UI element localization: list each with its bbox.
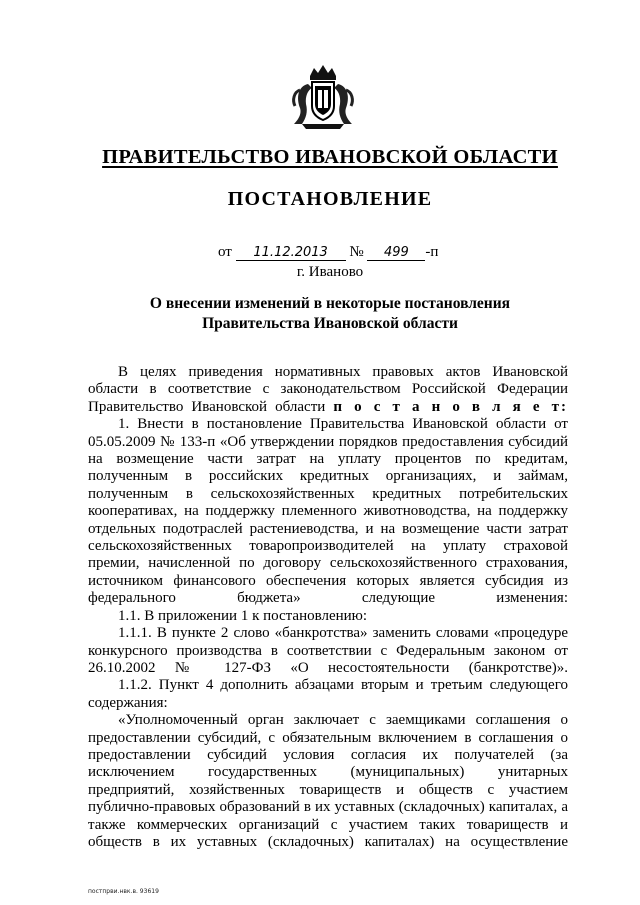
date-number-line: [218, 244, 438, 261]
date-prefix: от: [218, 244, 232, 260]
paragraph-1: 1. Внести в постановление Правительства Ивановской области от 05.05.2009 № 133-п «Об утверждении порядков предоставления субсидий на возмещение части затрат на уплату процентов по кредитам, полученным в российских кредитных организациях, и займам, полученным в сельскохозяйственных кредитных потребительских кооперативах, на поддержку племенного животноводства, на поддержку отдельных подотраслей растениеводства, и на возмещение части затрат сельскохозяйственных товаропроизводителей на уплату страховой премии, начисленной по договору сельскохозяйственного страхования, источником финансового обеспечения которых является субсидия из федерального бюджета» следующие изменения:: [88, 416, 568, 607]
paragraph-1-1-1: 1.1.1. В пункте 2 слово «банкротства» заменить словами «процедуре конкурсного производства в соответствии с Федеральным законом от 26.10.2002 № 127-ФЗ «О несостоятельности (банкротстве)».: [88, 625, 568, 676]
number-suffix: -п: [425, 244, 439, 260]
coat-of-arms-icon: [288, 62, 358, 132]
handwritten-date: 11.12.2013: [236, 245, 346, 261]
city: г. Иваново: [296, 264, 364, 280]
number-prefix: №: [349, 244, 364, 260]
quote-paragraph: «Уполномоченный орган заключает с заемщиками соглашения о предоставлении субсидий, с обязательным включением в соглашения о предоставлении субсидий условия согласия их получателей (за исключением государственных (муниципальных) унитарных предприятий, хозяйственных товариществ и обществ с участием публично-правовых образований в их уставных (складочных) капиталах, а также коммерческих организаций с участием таких товариществ и обществ в их уставных (складочных) капиталах) на осуществление: [88, 712, 568, 850]
footer-code: постпрви.нвк.в. 93619: [88, 888, 159, 895]
paragraph-1-1: 1.1. В приложении 1 к постановлению:: [118, 607, 368, 624]
document-title: [80, 294, 580, 334]
title-line-1: О внесении изменений в некоторые постановления: [149, 295, 511, 312]
intro-text: В целях приведения нормативных правовых актов Ивановской области в соответствие с законодательством Российской Федерации Правительство Ивановской области: [88, 364, 568, 415]
decree-word: п о с т а н о в л я е т:: [333, 398, 568, 415]
organization-name: ПРАВИТЕЛЬСТВО ИВАНОВСКОЙ ОБЛАСТИ: [102, 146, 558, 168]
paragraph-1-1-2: 1.1.2. Пункт 4 дополнить абзацами вторым и третьим следующего содержания:: [88, 677, 568, 711]
document-type: ПОСТАНОВЛЕНИЕ: [227, 188, 433, 210]
handwritten-number: 499: [367, 245, 425, 261]
title-line-2: Правительства Ивановской области: [202, 315, 458, 332]
intro-paragraph: [88, 364, 568, 416]
document-body: [88, 364, 568, 851]
